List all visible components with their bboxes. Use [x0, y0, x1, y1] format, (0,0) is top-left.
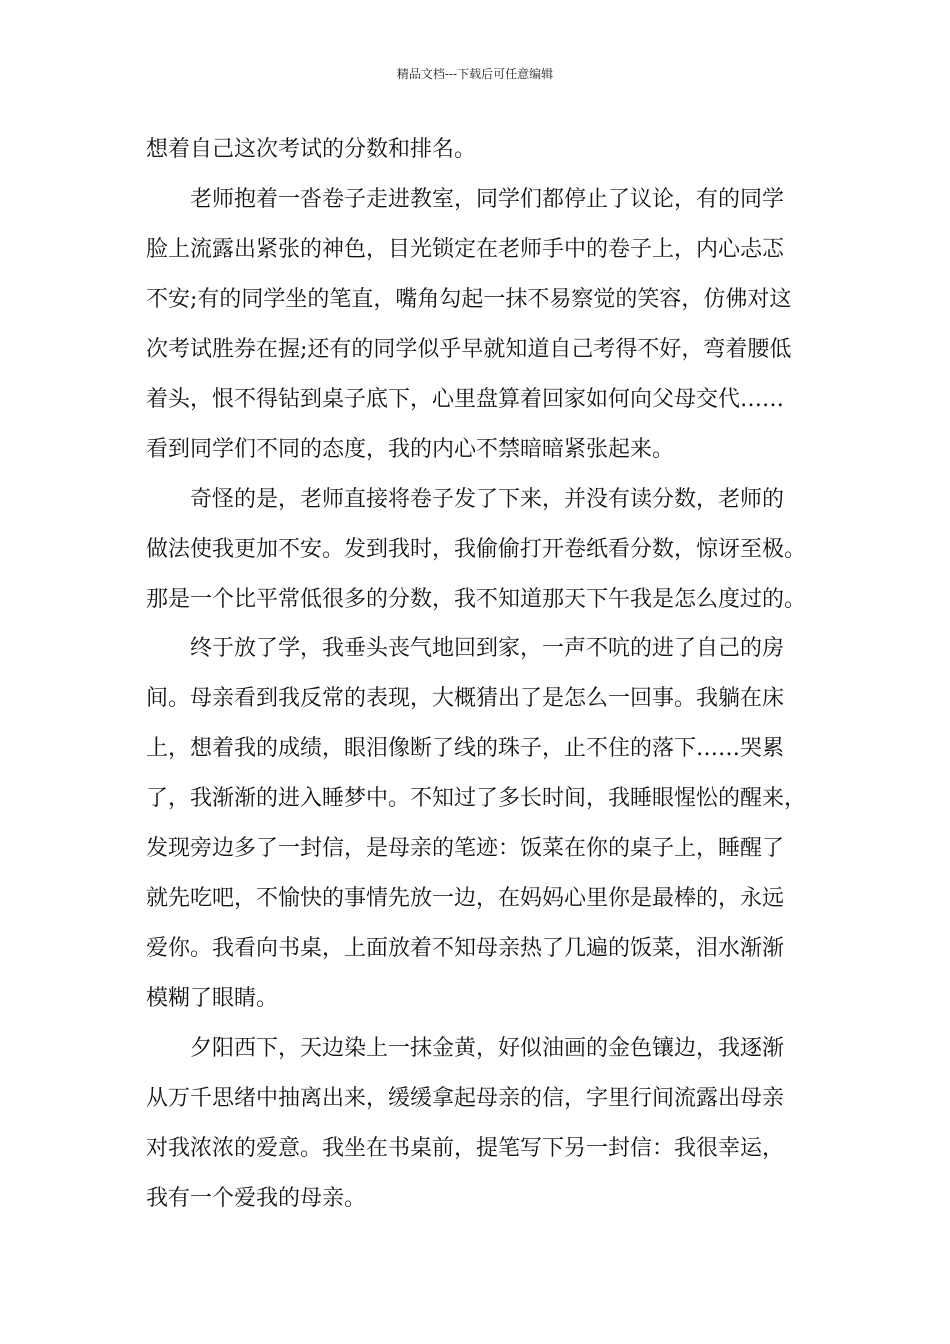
text-line: 看到同学们不同的态度，我的内心不禁暗暗紧张起来。 [146, 437, 675, 462]
text-line: 那是一个比平常低很多的分数，我不知道那天下午我是怎么度过的。 [146, 587, 807, 612]
text-line: 想着自己这次考试的分数和排名。 [146, 137, 477, 162]
text-line: 发现旁边多了一封信，是母亲的笔迹：饭菜在你的桌子上，睡醒了 [146, 836, 785, 861]
text-line: 我有一个爱我的母亲。 [146, 1186, 367, 1211]
text-line: 了，我渐渐的进入睡梦中。不知过了多长时间，我睡眼惺忪的醒来， [146, 786, 807, 811]
text-line: 间。母亲看到我反常的表现，大概猜出了是怎么一回事。我躺在床 [146, 686, 785, 711]
text-line: 奇怪的是，老师直接将卷子发了下来，并没有读分数，老师的 [190, 487, 785, 512]
text-line: 夕阳西下，天边染上一抹金黄，好似油画的金色镶边，我逐渐 [190, 1036, 785, 1061]
text-line: 脸上流露出紧张的神色，目光锁定在老师手中的卷子上，内心忐忑 [146, 237, 785, 262]
text-line: 终于放了学，我垂头丧气地回到家，一声不吭的进了自己的房 [190, 636, 785, 661]
text-line: 不安;有的同学坐的笔直，嘴角勾起一抹不易察觉的笑容，仿佛对这 [146, 287, 792, 312]
text-line: 从万千思绪中抽离出来，缓缓拿起母亲的信，字里行间流露出母亲 [146, 1086, 785, 1111]
text-line: 模糊了眼睛。 [146, 986, 279, 1011]
text-line: 上，想着我的成绩，眼泪像断了线的珠子，止不住的落下……哭累 [146, 736, 785, 761]
text-line: 做法使我更加不安。发到我时，我偷偷打开卷纸看分数，惊讶至极。 [146, 537, 807, 562]
text-line: 爱你。我看向书桌，上面放着不知母亲热了几遍的饭菜，泪水渐渐 [146, 936, 785, 961]
text-line: 着头，恨不得钻到桌子底下，心里盘算着回家如何向父母交代…… [146, 387, 785, 412]
text-line: 对我浓浓的爱意。我坐在书桌前，提笔写下另一封信：我很幸运， [146, 1136, 785, 1161]
text-line: 就先吃吧，不愉快的事情先放一边，在妈妈心里你是最棒的，永远 [146, 886, 785, 911]
text-line: 老师抱着一沓卷子走进教室，同学们都停止了议论，有的同学 [190, 187, 785, 212]
page-header: 精品文档---下载后可任意编辑 [396, 67, 554, 81]
text-line: 次考试胜券在握;还有的同学似乎早就知道自己考得不好，弯着腰低 [146, 337, 792, 362]
